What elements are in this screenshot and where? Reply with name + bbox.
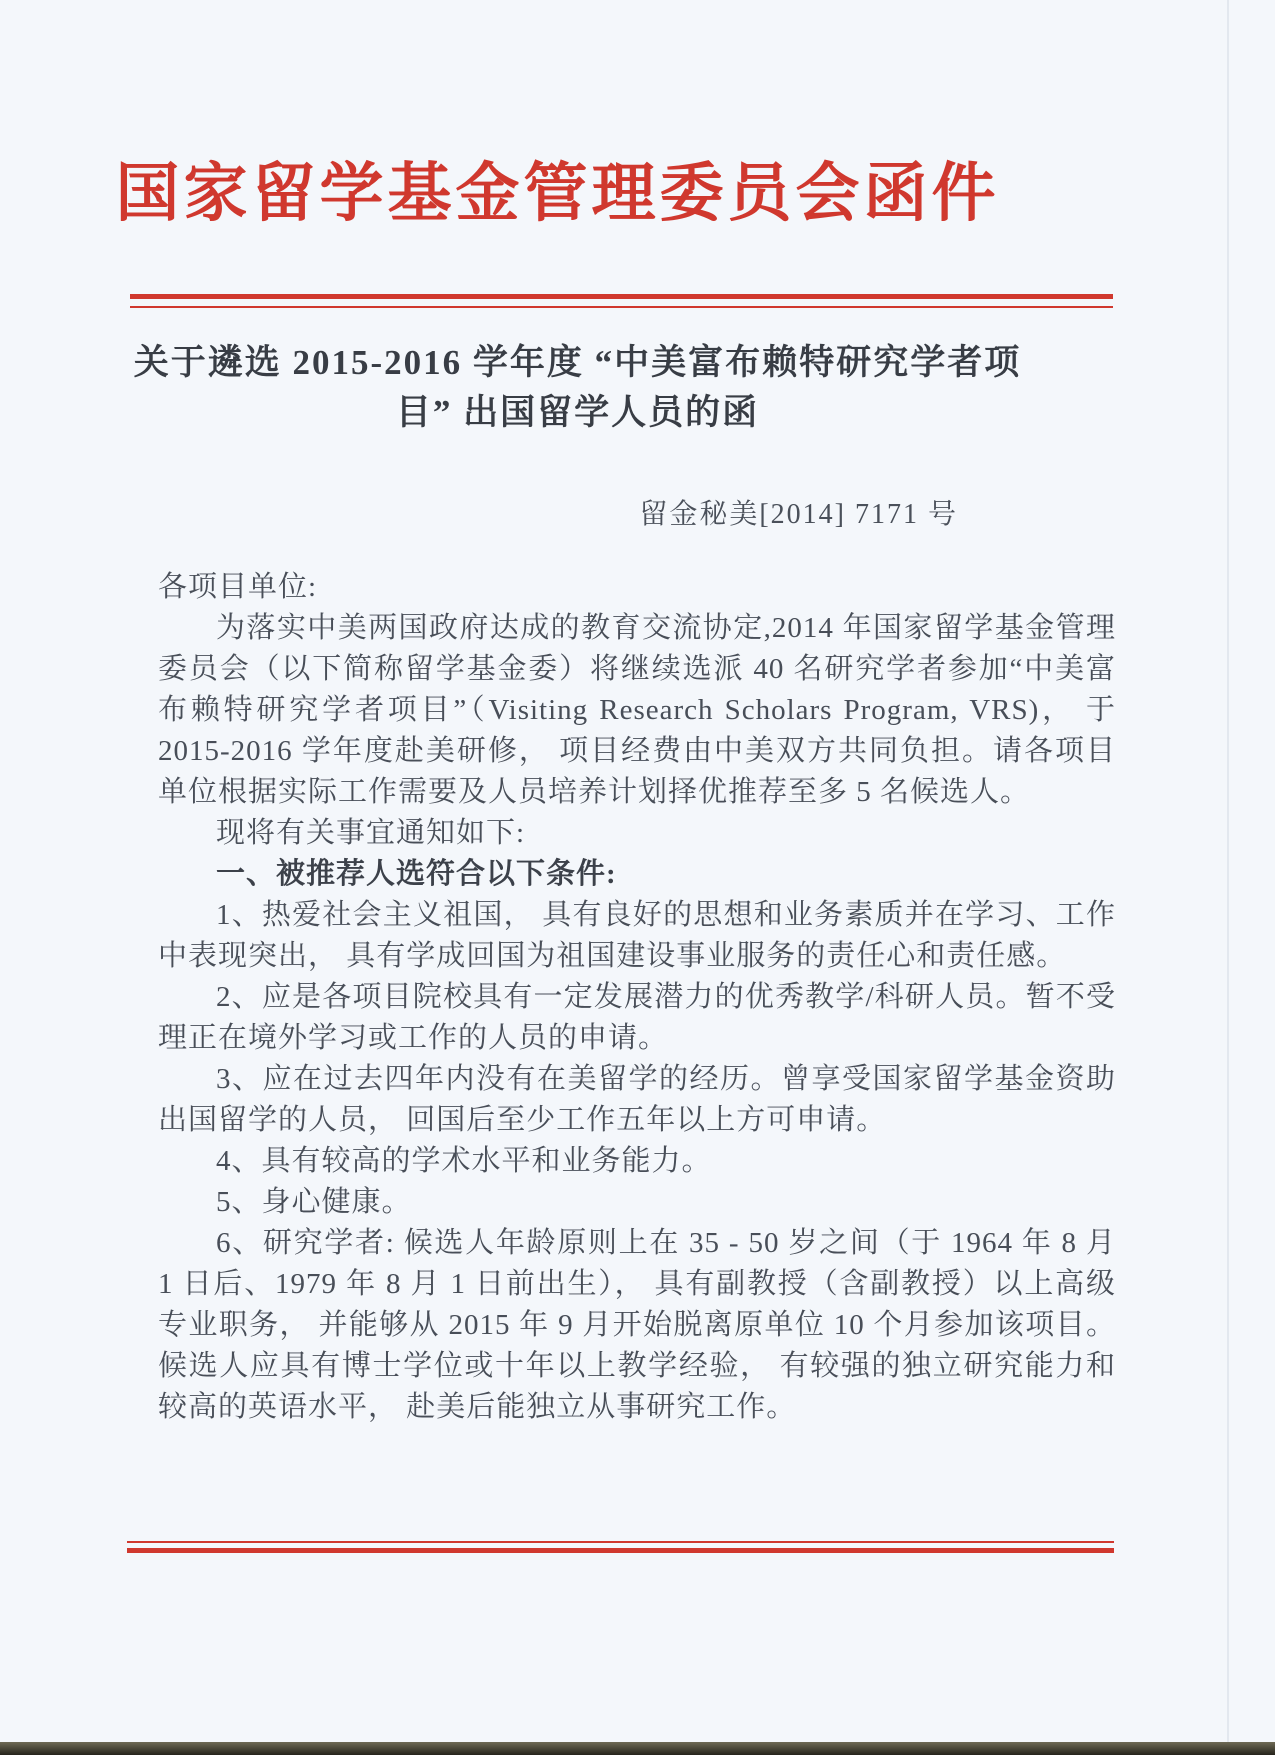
paragraph-list <box>158 608 1116 1428</box>
header-divider-thin-line <box>130 306 1113 308</box>
document-title-line2: 目” 出国留学人员的函 <box>395 393 760 432</box>
paragraph: 现将有关事宜通知如下: <box>216 817 526 849</box>
header-divider-thick-line <box>130 294 1113 299</box>
footer-divider-thin-line <box>127 1541 1114 1543</box>
paragraph: 5、身心健康。 <box>216 1186 412 1218</box>
scanner-edge-shadow <box>0 1742 1275 1755</box>
header-divider <box>130 294 1113 308</box>
paragraph: 为落实中美两国政府达成的教育交流协定,2014 年国家留学基金管理委员会（以下简称留学基金委）将继续选派 40 名研究学者参加“中美富布赖特研究学者项目”（Visiting Research Scholars Program, VRS)， 于 2015-2016 学年度赴美研修， 项目经费由中美双方共同负担。请各项目单位根据实际工作需要及人员培养计划择优推荐至多 5 名候选人。 <box>158 612 1116 808</box>
salutation: 各项目单位: <box>158 571 318 603</box>
paragraph: 4、具有较高的学术水平和业务能力。 <box>216 1145 712 1177</box>
footer-divider-thick-line <box>127 1548 1114 1553</box>
paragraph: 一、被推荐人选符合以下条件: <box>216 858 617 890</box>
paragraph: 2、应是各项目院校具有一定发展潜力的优秀教学/科研人员。暂不受理正在境外学习或工作的人员的申请。 <box>158 981 1116 1054</box>
document-title <box>0 338 1275 438</box>
reference-number: 留金秘美[2014] 7171 号 <box>639 499 958 530</box>
paragraph: 1、热爱社会主义祖国， 具有良好的思想和业务素质并在学习、工作中表现突出， 具有学成回国为祖国建设事业服务的责任心和责任感。 <box>158 899 1116 972</box>
paragraph: 6、研究学者: 候选人年龄原则上在 35 - 50 岁之间（于 1964 年 8 月 1 日后、1979 年 8 月 1 日前出生）， 具有副教授（含副教授）以上高级专业职务， 并能够从 2015 年 9 月开始脱离原单位 10 个月参加该项目。候选人应具有博士学位或十年以上教学经验， 有较强的独立研究能力和较高的英语水平， 赴美后能独立从事研究工作。 <box>158 1227 1116 1423</box>
letter-body <box>158 567 1116 1532</box>
footer-divider <box>127 1541 1114 1553</box>
paragraph: 3、应在过去四年内没有在美留学的经历。曾享受国家留学基金资助出国留学的人员， 回国后至少工作五年以上方可申请。 <box>158 1063 1116 1136</box>
scan-page-edge <box>1227 0 1229 1755</box>
letterhead-title: 国家留学基金管理委员会函件 <box>115 158 1000 229</box>
document-title-line1: 关于遴选 2015-2016 学年度 “中美富布赖特研究学者项 <box>133 343 1022 382</box>
